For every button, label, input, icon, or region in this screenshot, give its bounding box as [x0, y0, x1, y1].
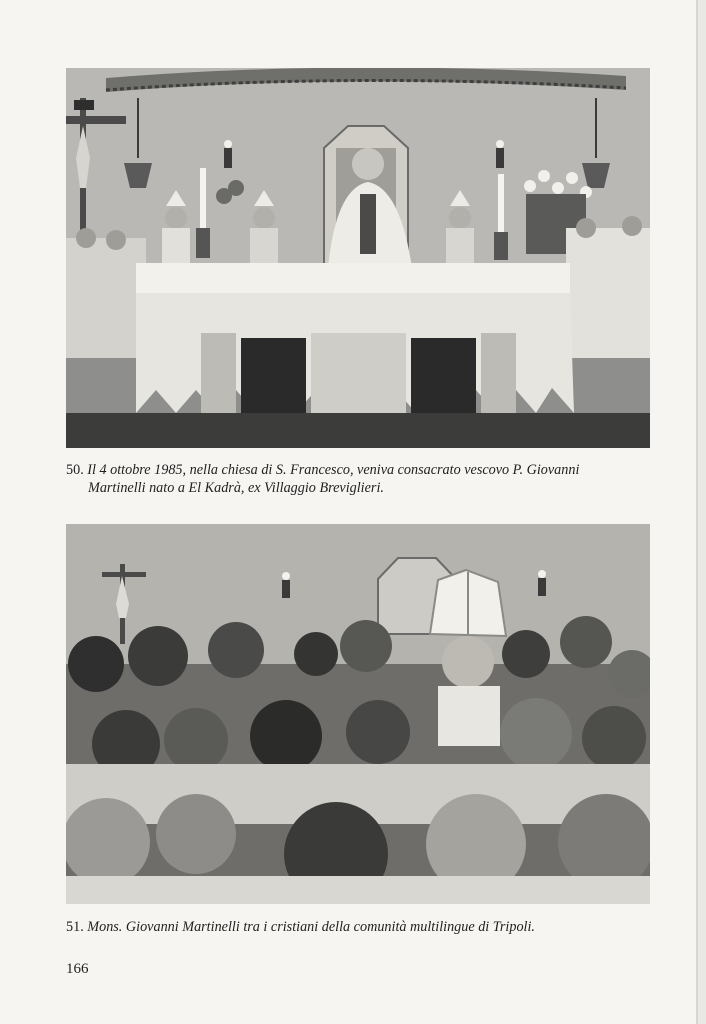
- figure-number: 50.: [66, 462, 84, 478]
- photo-bishop-among-crowd: [66, 524, 650, 904]
- caption-text: Il 4 ottobre 1985, nella chiesa di S. Francesco, veniva consacrato vescovo P. Giovanni: [87, 462, 580, 478]
- altar-scene-illustration: [66, 68, 650, 448]
- bishop-face: [442, 636, 494, 688]
- crowd-scene-illustration: [66, 524, 650, 904]
- page-number: 166: [66, 961, 89, 977]
- photo-consecration-altar: [66, 68, 650, 448]
- figure-number: 51.: [66, 919, 84, 935]
- altar-table: [136, 263, 574, 423]
- mitre-icon: [430, 570, 506, 636]
- caption-text: Mons. Giovanni Martinelli tra i cristiani della comunità multilingue di Tripoli.: [87, 919, 535, 935]
- caption-text-continued: Martinelli nato a El Kadrà, ex Villaggio Breviglieri.: [88, 480, 384, 496]
- figure-caption-50: [66, 461, 656, 497]
- figure-caption-51: [66, 918, 656, 936]
